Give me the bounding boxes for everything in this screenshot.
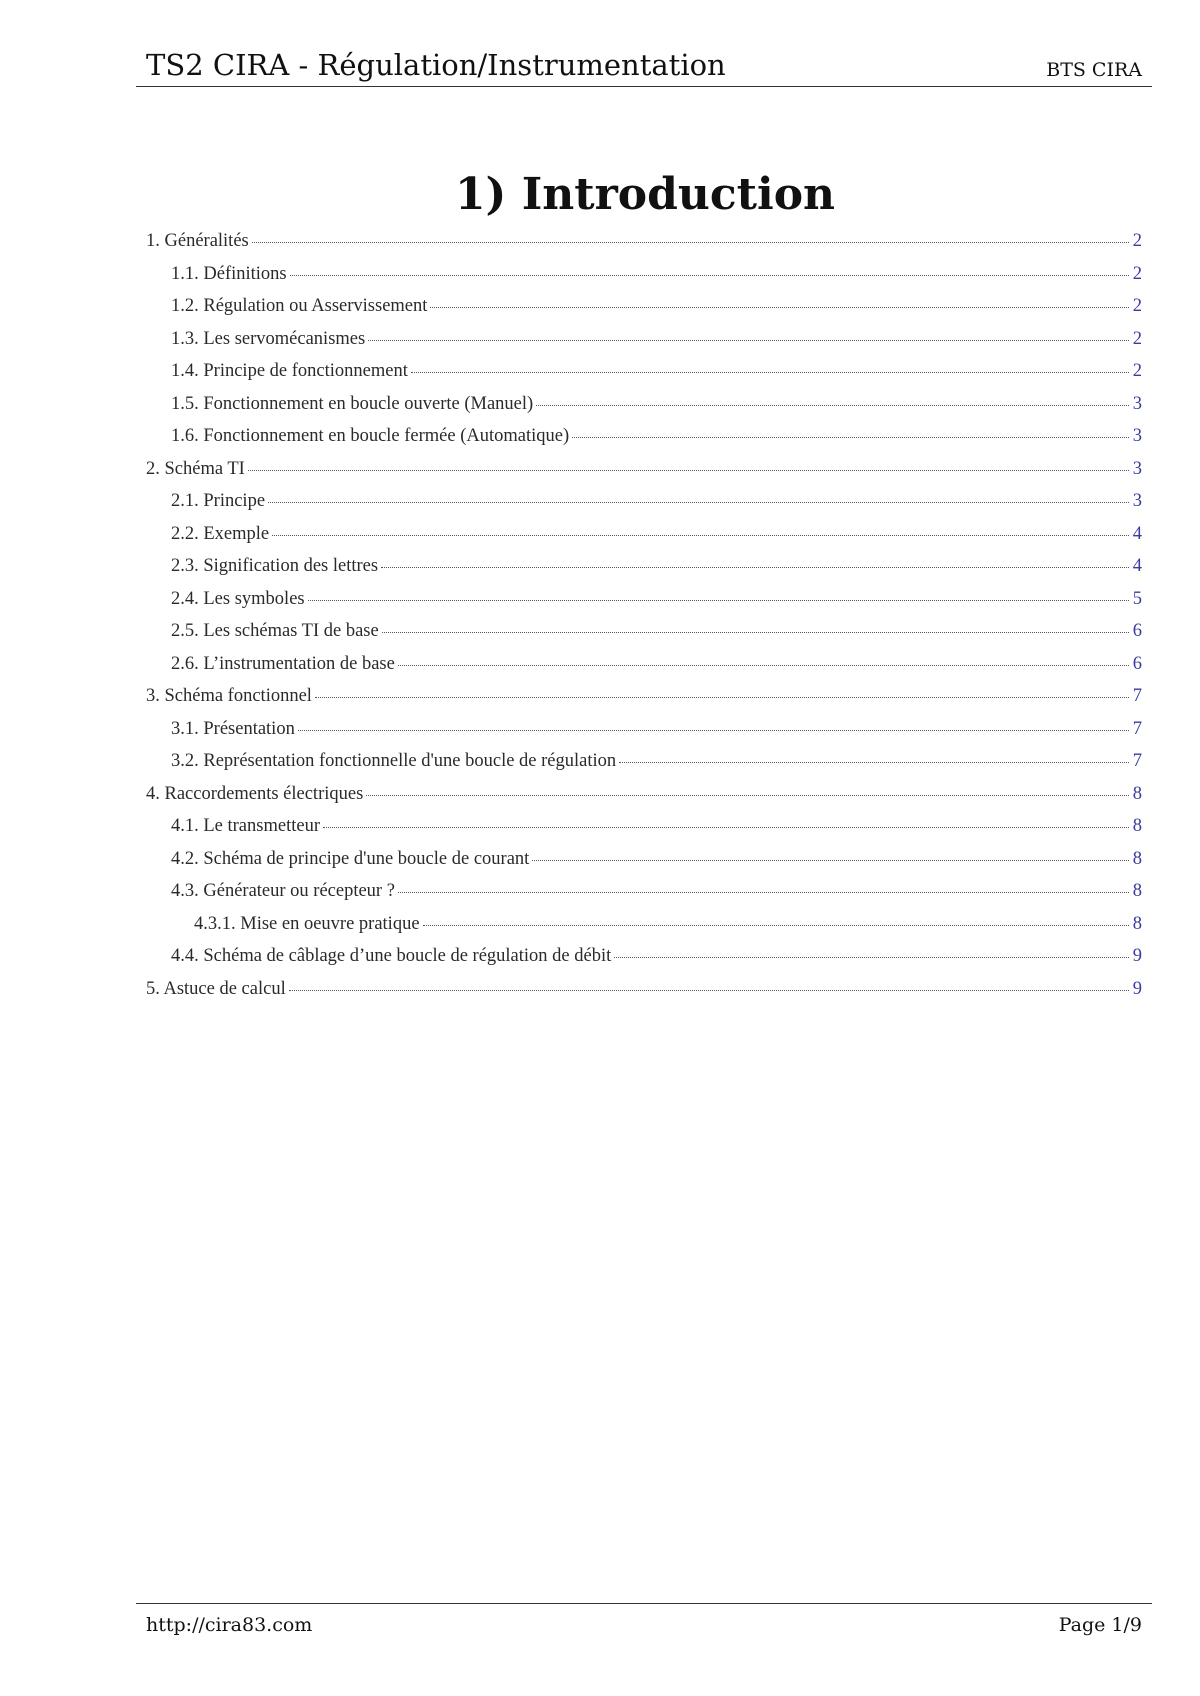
toc-entry[interactable] xyxy=(146,719,1142,752)
toc-dot-leader xyxy=(323,826,1129,828)
toc-entry-page-number[interactable]: 8 xyxy=(1132,881,1142,901)
toc-dot-leader xyxy=(381,566,1129,568)
toc-entry-label[interactable]: 2.2. Exemple xyxy=(171,523,270,544)
toc-entry-page-number[interactable]: 2 xyxy=(1132,296,1142,316)
toc-entry-page-number[interactable]: 5 xyxy=(1132,588,1142,609)
toc-entry-page-number[interactable]: 6 xyxy=(1132,653,1142,674)
toc-entry[interactable] xyxy=(146,296,1142,329)
footer-url-link[interactable]: http://cira83.com xyxy=(146,1614,313,1636)
toc-dot-leader xyxy=(572,436,1129,438)
toc-dot-leader xyxy=(532,859,1129,861)
toc-entry[interactable] xyxy=(146,231,1142,264)
toc-dot-leader xyxy=(430,306,1129,308)
toc-entry-label[interactable]: 2.6. L’instrumentation de base xyxy=(171,653,395,674)
toc-entry-label[interactable]: 4.4. Schéma de câblage d’une boucle de régulation de débit xyxy=(171,946,612,966)
toc-entry-label[interactable]: 1.5. Fonctionnement en boucle ouverte (Manuel) xyxy=(171,393,534,414)
toc-entry[interactable] xyxy=(146,361,1142,394)
toc-entry-page-number[interactable]: 2 xyxy=(1132,231,1142,251)
toc-entry-page-number[interactable]: 6 xyxy=(1132,621,1142,641)
page-header xyxy=(136,46,1152,87)
toc-entry-page-number[interactable]: 3 xyxy=(1132,426,1142,446)
toc-dot-leader xyxy=(252,241,1129,243)
toc-entry-label[interactable]: 2.5. Les schémas TI de base xyxy=(171,621,379,641)
toc-entry-page-number[interactable]: 8 xyxy=(1132,816,1142,836)
toc-entry[interactable] xyxy=(146,914,1142,947)
toc-entry-label[interactable]: 1. Généralités xyxy=(146,231,249,251)
toc-dot-leader xyxy=(398,891,1129,893)
page-footer xyxy=(136,1603,1152,1636)
toc-entry[interactable] xyxy=(146,816,1142,849)
toc-entry-label[interactable]: 3.2. Représentation fonctionnelle d'une boucle de régulation xyxy=(171,751,617,771)
toc-entry-page-number[interactable]: 7 xyxy=(1132,718,1142,739)
page-title: 1) Introduction xyxy=(454,169,836,221)
toc-entry-page-number[interactable]: 7 xyxy=(1132,686,1142,706)
toc-dot-leader xyxy=(411,371,1129,373)
toc-entry-label[interactable]: 4.1. Le transmetteur xyxy=(171,816,320,836)
toc-dot-leader xyxy=(248,469,1129,471)
toc-entry-label[interactable]: 1.3. Les servomécanismes xyxy=(171,328,366,349)
toc-dot-leader xyxy=(423,924,1129,926)
toc-entry-label[interactable]: 3.1. Présentation xyxy=(171,718,295,739)
toc-entry[interactable] xyxy=(146,556,1142,589)
toc-entry-label[interactable]: 1.4. Principe de fonctionnement xyxy=(171,361,408,381)
toc-entry-label[interactable]: 3. Schéma fonctionnel xyxy=(146,686,312,706)
toc-entry-label[interactable]: 2.1. Principe xyxy=(171,491,266,511)
toc-entry-page-number[interactable]: 7 xyxy=(1132,751,1142,771)
toc-entry[interactable] xyxy=(146,621,1142,654)
toc-dot-leader xyxy=(398,664,1129,666)
table-of-contents xyxy=(146,231,1142,1011)
toc-entry-page-number[interactable]: 3 xyxy=(1132,458,1142,479)
toc-entry-page-number[interactable]: 8 xyxy=(1132,783,1142,804)
toc-entry-label[interactable]: 4.2. Schéma de principe d'une boucle de courant xyxy=(171,848,530,869)
toc-entry-page-number[interactable]: 2 xyxy=(1132,328,1142,349)
toc-entry[interactable] xyxy=(146,459,1142,492)
toc-entry[interactable] xyxy=(146,979,1142,1012)
toc-entry-page-number[interactable]: 4 xyxy=(1132,556,1142,576)
toc-entry[interactable] xyxy=(146,784,1142,817)
header-title: TS2 CIRA - Régulation/Instrumentation xyxy=(146,48,726,82)
toc-dot-leader xyxy=(368,339,1129,341)
toc-dot-leader xyxy=(382,631,1129,633)
toc-entry[interactable] xyxy=(146,751,1142,784)
toc-dot-leader xyxy=(315,696,1129,698)
toc-entry-label[interactable]: 1.6. Fonctionnement en boucle fermée (Automatique) xyxy=(171,426,570,446)
toc-entry[interactable] xyxy=(146,589,1142,622)
toc-entry[interactable] xyxy=(146,881,1142,914)
toc-dot-leader xyxy=(366,794,1129,796)
toc-entry-page-number[interactable]: 3 xyxy=(1132,393,1142,414)
toc-dot-leader xyxy=(298,729,1129,731)
toc-entry[interactable] xyxy=(146,491,1142,524)
toc-entry[interactable] xyxy=(146,946,1142,979)
toc-entry-page-number[interactable]: 4 xyxy=(1132,523,1142,544)
footer-page-number: Page 1/9 xyxy=(1058,1614,1142,1636)
toc-entry-label[interactable]: 2. Schéma TI xyxy=(146,458,245,479)
toc-entry[interactable] xyxy=(146,329,1142,362)
toc-dot-leader xyxy=(308,599,1129,601)
toc-entry-page-number[interactable]: 9 xyxy=(1132,946,1142,966)
header-course-label: BTS CIRA xyxy=(1046,59,1142,81)
toc-entry-label[interactable]: 5. Astuce de calcul xyxy=(146,978,286,999)
toc-dot-leader xyxy=(290,274,1129,276)
toc-entry-page-number[interactable]: 8 xyxy=(1132,913,1142,934)
toc-entry-label[interactable]: 4.3. Générateur ou récepteur ? xyxy=(171,881,395,901)
toc-entry[interactable] xyxy=(146,394,1142,427)
toc-entry-label[interactable]: 4. Raccordements électriques xyxy=(146,783,364,804)
toc-dot-leader xyxy=(272,534,1129,536)
toc-entry[interactable] xyxy=(146,426,1142,459)
toc-entry-label[interactable]: 4.3.1. Mise en oeuvre pratique xyxy=(194,913,420,934)
toc-entry-page-number[interactable]: 9 xyxy=(1132,978,1142,999)
toc-entry[interactable] xyxy=(146,654,1142,687)
toc-entry-label[interactable]: 1.1. Définitions xyxy=(171,263,287,284)
toc-entry-page-number[interactable]: 3 xyxy=(1132,491,1142,511)
toc-entry-page-number[interactable]: 8 xyxy=(1132,848,1142,869)
toc-entry-page-number[interactable]: 2 xyxy=(1132,263,1142,284)
toc-entry[interactable] xyxy=(146,849,1142,882)
toc-entry-label[interactable]: 2.4. Les symboles xyxy=(171,588,305,609)
toc-entry-label[interactable]: 1.2. Régulation ou Asservissement xyxy=(171,296,428,316)
toc-entry-label[interactable]: 2.3. Signification des lettres xyxy=(171,556,379,576)
toc-dot-leader xyxy=(536,404,1129,406)
toc-dot-leader xyxy=(619,761,1129,763)
toc-dot-leader xyxy=(268,501,1129,503)
toc-dot-leader xyxy=(614,956,1129,958)
toc-entry-page-number[interactable]: 2 xyxy=(1132,361,1142,381)
toc-entry[interactable] xyxy=(146,686,1142,719)
toc-entry[interactable] xyxy=(146,524,1142,557)
toc-dot-leader xyxy=(289,989,1129,991)
toc-entry[interactable] xyxy=(146,264,1142,297)
